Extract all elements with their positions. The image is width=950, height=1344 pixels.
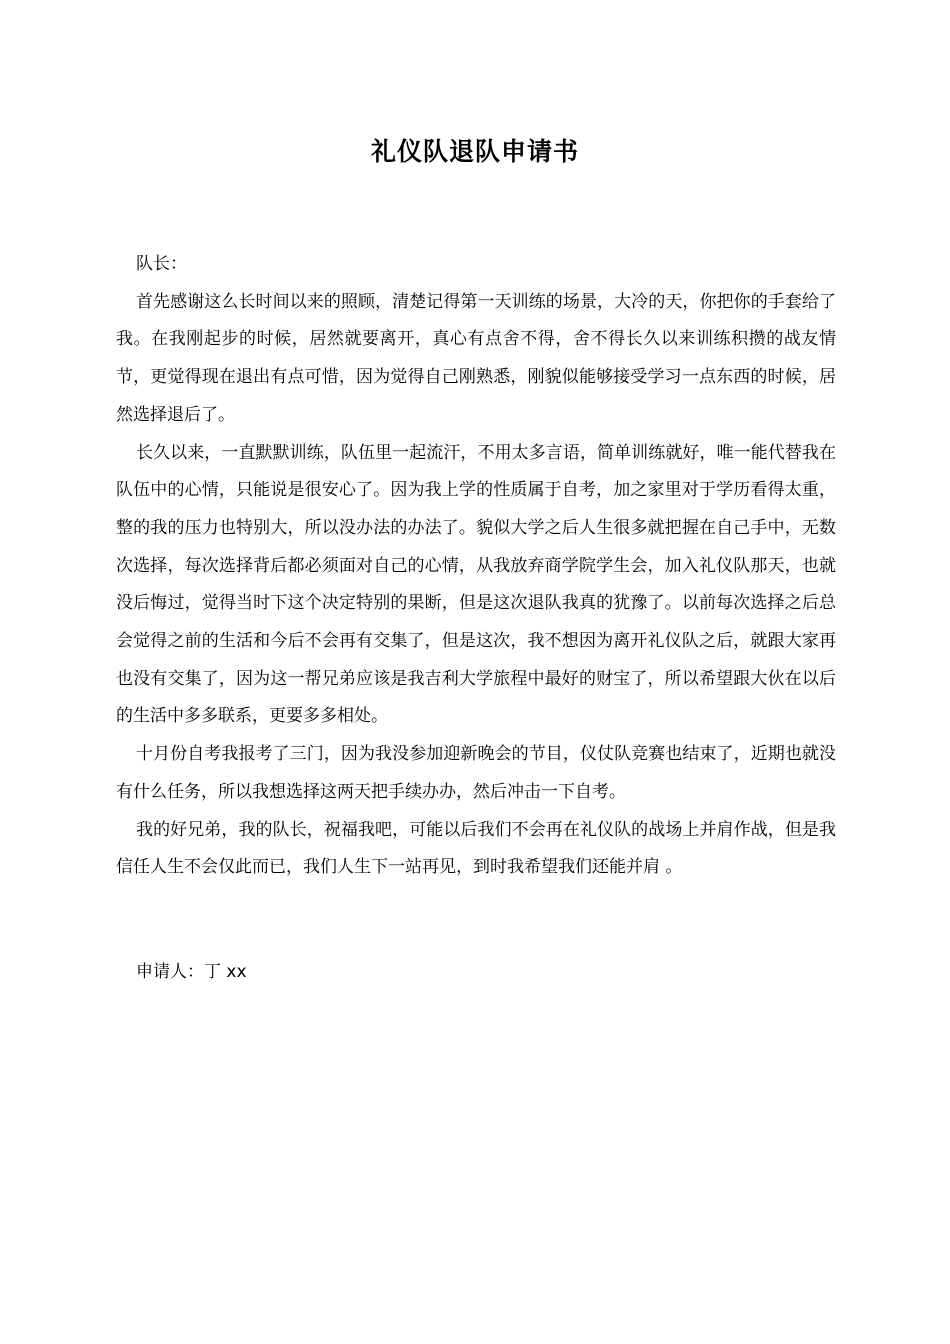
paragraph-2: 长久以来，一直默默训练，队伍里一起流汗，不用太多言语，简单训练就好，唯一能代替我在队伍中的心情，只能说是很安心了。因为我上学的性质属于自考，加之家里对于学历看得太重，整的我的压力也特别大，所以没办法的办法了。貌似大学之后人生很多就把握在自己手中，无数次选择，每次选择背后都必须面对自己的心情，从我放弃商学院学生会，加入礼仪队那天，也就没后悔过，觉得当时下这个决定特别的果断，但是这次退队我真的犹豫了。以前每次选择之后总会觉得之前的生活和今后不会再有交集了，但是这次，我不想因为离开礼仪队之后，就跟大家再也没有交集了，因为这一帮兄弟应该是我吉利大学旅程中最好的财宝了，所以希望跟大伙在以后的生活中多多联系，更要多多相处。 [116,442,836,727]
paragraph-3: 十月份自考我报考了三门，因为我没参加迎新晚会的节目，仪仗队竞赛也结束了，近期也就没有什么任务，所以我想选择这两天把手续办办，然后冲击一下自考。 [116,744,836,802]
paragraph-4: 我的好兄弟，我的队长，祝福我吧，可能以后我们不会再在礼仪队的战场上并肩作战，但是我信任人生不会仅此而已，我们人生下一站再见，到时我希望我们还能并肩 。 [116,819,836,878]
salutation: 队长： [136,254,187,274]
paragraph-1: 首先感谢这么长时间以来的照顾，清楚记得第一天训练的场景，大冷的天，你把你的手套给了我。在我刚起步的时候，居然就要离开，真心有点舍不得，舍不得长久以来训练积攒的战友情节，更觉得现在退出有点可惜，因为觉得自己刚熟悉，刚貌似能够接受学习一点东西的时候，居然选择退后了。 [116,291,836,425]
document-title: 礼仪队退队申请书 [370,137,579,166]
document-body [116,246,836,887]
signature-line: 申请人：丁 xx [136,962,247,982]
